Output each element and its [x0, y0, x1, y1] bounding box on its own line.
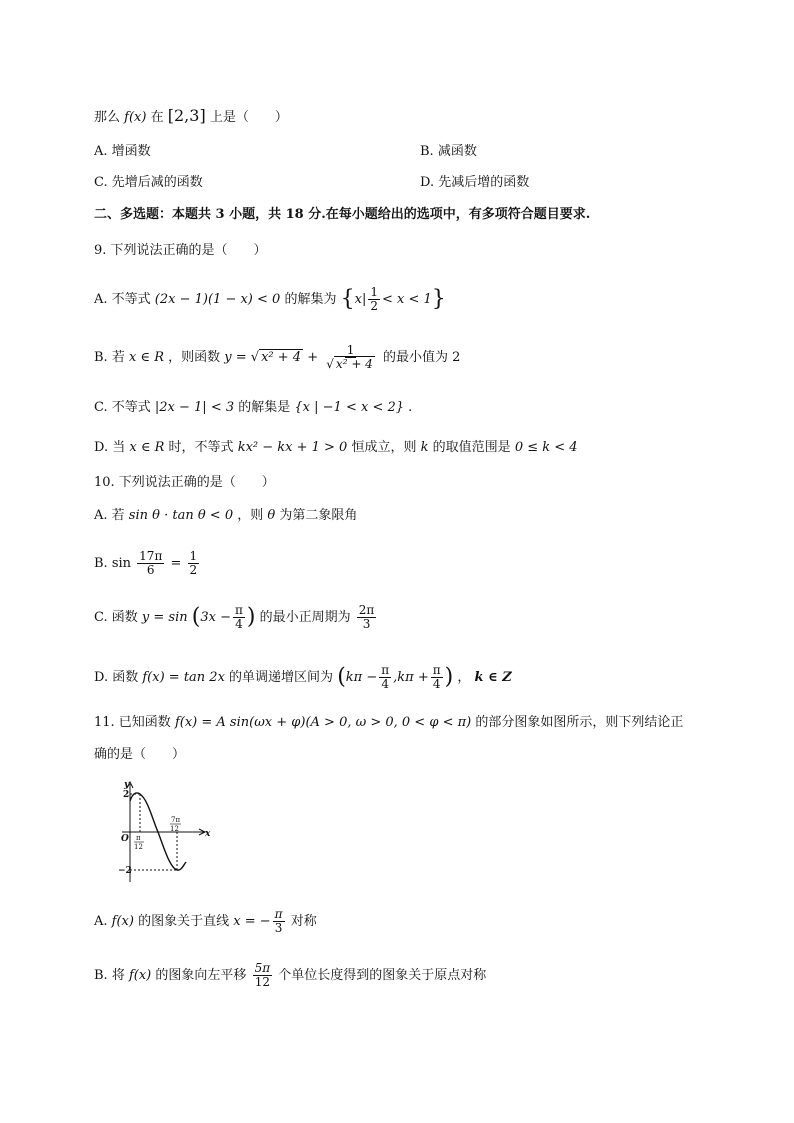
q11-a-x: x = − — [233, 914, 271, 930]
q8-stem-text-2: 在 — [150, 110, 164, 125]
q10-a-expr: sin θ · tan θ < 0 — [128, 508, 234, 523]
q10-b-result: $\frac{1}{2}$ — [189, 549, 198, 578]
q10-d-upper: ,kπ + — [393, 670, 429, 686]
q10-c-inner: 3x − — [200, 610, 231, 626]
q9-option-d — [94, 438, 578, 458]
graph-x-label: x — [205, 829, 211, 839]
q8-option-a: A. 增函数 — [94, 144, 151, 159]
q11-b-label: B. 将 — [94, 968, 125, 984]
q8-interval: [2,3] — [167, 106, 206, 125]
q8-function: f(x) — [124, 110, 147, 125]
q9-b-text-2: 的最小值为 2 — [382, 350, 461, 366]
q9-b-fraction: $\frac{1}{\text{√ x² + 4}}$ — [326, 343, 373, 372]
q9-c-set: {x | −1 < x < 2} — [294, 400, 405, 415]
graph-x2-den: 12 — [170, 825, 179, 833]
q9-b-condition: x ∈ R — [128, 350, 164, 366]
q10-b-fraction: $\frac{17\pi}{6}$ — [139, 549, 163, 578]
q10-option-a — [94, 506, 357, 526]
q11-b-func: f(x) — [128, 968, 152, 984]
q8-option-d: D. 先减后增的函数 — [420, 175, 530, 190]
q11-b-fraction: $\frac{5\pi}{12}$ — [254, 961, 271, 990]
q9-stem: 9. 下列说法正确的是（ ） — [94, 243, 267, 258]
graph-y-label: y — [124, 780, 130, 790]
q11-a-fraction: $\frac{\pi}{3}$ — [274, 907, 283, 936]
q9-a-text: 的解集为 — [284, 292, 337, 308]
q9-option-b: B. 若 x ∈ R ，则函数 y = √ x² + 4 + $\frac{1}{\text{√ x² + 4}}$ 的最小值为 2 — [94, 343, 461, 372]
q11-a-func: f(x) — [111, 914, 134, 930]
q9-b-text: ，则函数 — [168, 350, 221, 366]
graph-x1-num: π — [136, 834, 141, 842]
q9-c-text: 的解集是 — [238, 400, 291, 415]
graph-x2-num: 7π — [171, 816, 181, 824]
q9-option-a: A. 不等式 (2x − 1)(1 − x) < 0 的解集为 {x| $\frac{1}{2}$ < x < 1} — [94, 285, 446, 314]
q10-option-c: C. 函数 y = sin (3x − $\frac{\pi}{4}$ ) 的最小正周期为 $\frac{2\pi}{3}$ — [94, 603, 375, 632]
q10-c-y: y = sin — [141, 610, 188, 626]
q9-d-text-2: 恒成立，则 — [351, 440, 417, 455]
q9-b-sqrt: x² + 4 — [261, 350, 302, 366]
q11-stem-text: 11. 已知函数 — [94, 715, 171, 730]
q10-option-d: D. 函数 f(x) = tan 2x 的单调递增区间为 (kπ − $\frac{\pi}{4}$ ,kπ + $\frac{\pi}{4}$ ) ， k ∈ Z — [94, 663, 512, 692]
q11-function: f(x) = A sin(ωx + φ)(A > 0, ω > 0, 0 < φ < π) — [174, 715, 472, 730]
q8-stem-text-3: 上是（ ） — [209, 110, 288, 125]
q11-stem — [94, 713, 683, 733]
graph-origin: O — [121, 834, 129, 844]
q10-d-label: D. 函数 — [94, 670, 139, 686]
q11-a-text-2: 对称 — [290, 914, 317, 930]
q10-a-label: A. 若 — [94, 508, 125, 523]
q10-option-b — [94, 550, 201, 577]
q11-b-text-2: 个单位长度得到的图象关于原点对称 — [278, 968, 487, 984]
q9-a-label: A. 不等式 — [94, 292, 151, 308]
q8-option-b: B. 减函数 — [420, 144, 477, 159]
q10-b-label: B. — [94, 556, 108, 572]
q10-c-inner-frac: $\frac{\pi}{4}$ — [234, 603, 243, 632]
q10-d-lower: kπ − — [345, 670, 378, 686]
q9-a-set-cond: < x < 1 — [381, 292, 432, 308]
q11-a-label: A. — [94, 914, 108, 930]
q10-d-func: f(x) = tan 2x — [142, 670, 225, 686]
q10-d-comma: ， — [457, 670, 471, 686]
q9-c-label: C. 不等式 — [94, 400, 151, 415]
q10-b-eq: = — [170, 556, 182, 572]
q9-c-period: . — [408, 400, 413, 415]
q10-d-lower-frac: $\frac{\pi}{4}$ — [381, 663, 390, 692]
q10-stem: 10. 下列说法正确的是（ ） — [94, 475, 275, 490]
q11-b-text: 的图象向左平移 — [155, 968, 247, 984]
q9-b-plus: + — [307, 350, 319, 366]
q11-a-text: 的图象关于直线 — [138, 914, 230, 930]
q9-d-text-3: 的取值范围是 — [432, 440, 511, 455]
q11-option-b — [94, 962, 486, 989]
graph-y-min: −2 — [118, 866, 132, 876]
q8-stem — [94, 106, 288, 128]
q10-a-text: ，则 — [237, 508, 264, 523]
q8-stem-text: 那么 — [94, 110, 121, 125]
q10-a-text-2: 为第二象限角 — [279, 508, 358, 523]
section-heading: 二、多选题：本题共 3 小题，共 18 分.在每小题给出的选项中，有多项符合题目要求. — [94, 207, 591, 222]
q8-option-c: C. 先增后减的函数 — [94, 175, 203, 190]
q11-stem-line2: 确的是（ ） — [94, 747, 186, 762]
q9-b-label: B. 若 — [94, 350, 125, 366]
q9-option-c — [94, 398, 412, 418]
q10-c-label: C. 函数 — [94, 610, 138, 626]
q11-stem-text-2: 的部分图象如图所示，则下列结论正 — [475, 715, 684, 730]
q10-d-k: k ∈ Z — [474, 670, 512, 686]
graph-y-max: 2 — [123, 790, 130, 800]
q9-a-inequality: (2x − 1)(1 − x) < 0 — [154, 292, 281, 308]
q9-a-fraction: $\frac{1}{2}$ — [370, 285, 378, 314]
q9-d-condition: x ∈ R — [129, 440, 165, 455]
q11-option-a — [94, 908, 317, 935]
q10-d-upper-frac: $\frac{\pi}{4}$ — [432, 663, 441, 692]
brace-right: } — [431, 286, 446, 312]
q11-graph — [112, 778, 242, 890]
q10-c-text: 的最小正周期为 — [259, 610, 351, 626]
q9-d-k: k — [420, 440, 429, 455]
q9-d-inequality: kx² − kx + 1 > 0 — [237, 440, 348, 455]
brace-left: { — [340, 286, 355, 312]
q9-a-set-var: x — [354, 292, 362, 308]
q10-a-theta: θ — [267, 508, 276, 523]
q9-c-inequality: |2x − 1| < 3 — [154, 400, 235, 415]
q9-b-y: y = — [224, 350, 247, 366]
q10-c-result: $\frac{2\pi}{3}$ — [358, 603, 375, 632]
q9-d-label: D. 当 — [94, 440, 126, 455]
q10-d-text: 的单调递增区间为 — [229, 670, 334, 686]
q9-d-range: 0 ≤ k < 4 — [514, 440, 578, 455]
q10-b-sin: sin — [111, 556, 132, 572]
graph-x1-den: 12 — [134, 843, 143, 851]
q9-d-text: 时，不等式 — [168, 440, 234, 455]
